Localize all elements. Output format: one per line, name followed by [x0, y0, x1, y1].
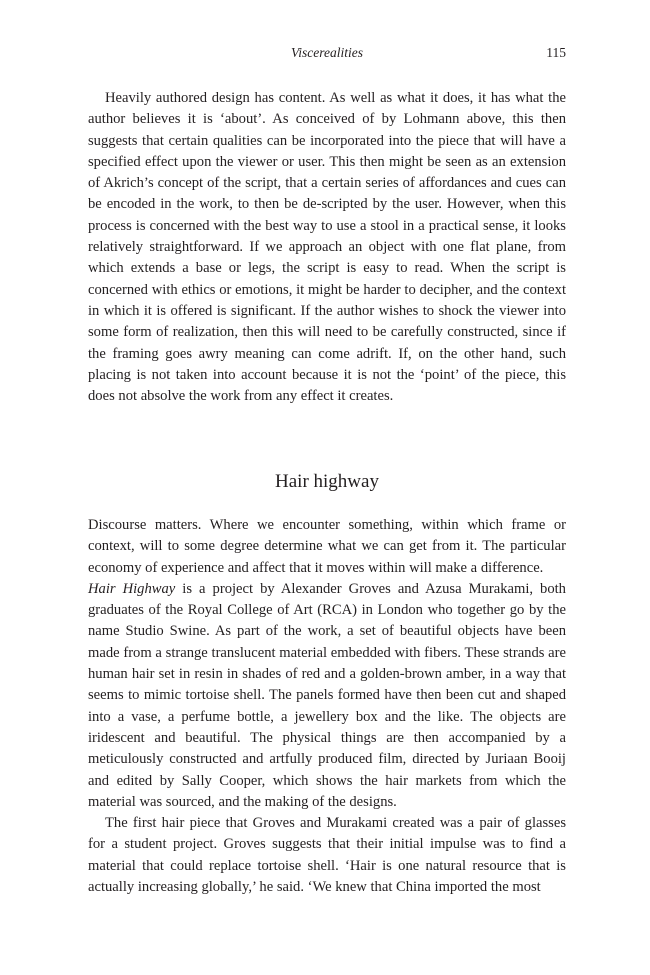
- running-head: [88, 45, 566, 65]
- paragraph: Heavily authored design has content. As well as what it does, it has what the author believes it is ‘about’. As conceived of by Lohmann above, this then suggests that certain qualities can be incorporated into the piece that will have a specified effect upon the viewer or user. This then might be seen as an extension of Akrich’s concept of the script, that a certain series of affordances and cues can be encoded in the work, to then be de-scripted by the user. However, when this process is concerned with the best way to use a stool in a practical sense, it looks relatively straightforward. If we approach an object with one flat plane, from which extends a base or legs, the script is easy to read. When the script is concerned with ethics or emotions, it might be harder to decipher, and the context in which it is offered is significant. If the author wishes to shock the viewer into some form of realization, then this will need to be carefully constructed, since if the framing goes awry meaning can come adrift. If, on the other hand, such placing is not taken into account because it is not the ‘point’ of the piece, this does not absolve the work from any effect it creates.: [88, 90, 566, 405]
- section-body: [88, 515, 566, 898]
- paragraph: The first hair piece that Groves and Murakami created was a pair of glasses for a student project. Groves suggests that their initial impulse was to find a material that could replace tortoise shell. ‘Hair is one natural resource that is actually increasing globally,’ he said. ‘We knew that China imported the most: [88, 815, 566, 896]
- paragraph-text: is a project by Alexander Groves and Azusa Murakami, both graduates of the Royal College of Art (RCA) in London who together go by the name Studio Swine. As part of the work, a set of beautiful objects have been made from a strange translucent material embedded with fibers. These strands are human hair set in resin in shades of red and a golden-brown amber, in a way that seems to mimic tortoise shell. The panels formed have then been cut and shaped into a vase, a perfume bottle, a jewellery box and the like. The objects are iridescent and beautiful. The physical things are then accompanied by a meticulously constructed and artfully produced film, directed by Juriaan Booij and edited by Sally Cooper, which shows the hair markets from which the material was sourced, and the making of the designs.: [88, 580, 566, 810]
- book-page: [88, 0, 566, 975]
- section-heading: Hair highway: [275, 471, 379, 492]
- paragraph: [88, 515, 566, 813]
- project-title: Hair Highway: [88, 580, 176, 597]
- paragraph-text: Discourse matters. Where we encounter something, within which frame or context, will to some degree determine what we can get from it. The particular economy of experience and affect that it moves within will make a difference.: [88, 517, 566, 576]
- paragraph-block: [88, 88, 566, 407]
- running-title: Viscerealities: [291, 45, 363, 60]
- page-number: 115: [546, 45, 566, 60]
